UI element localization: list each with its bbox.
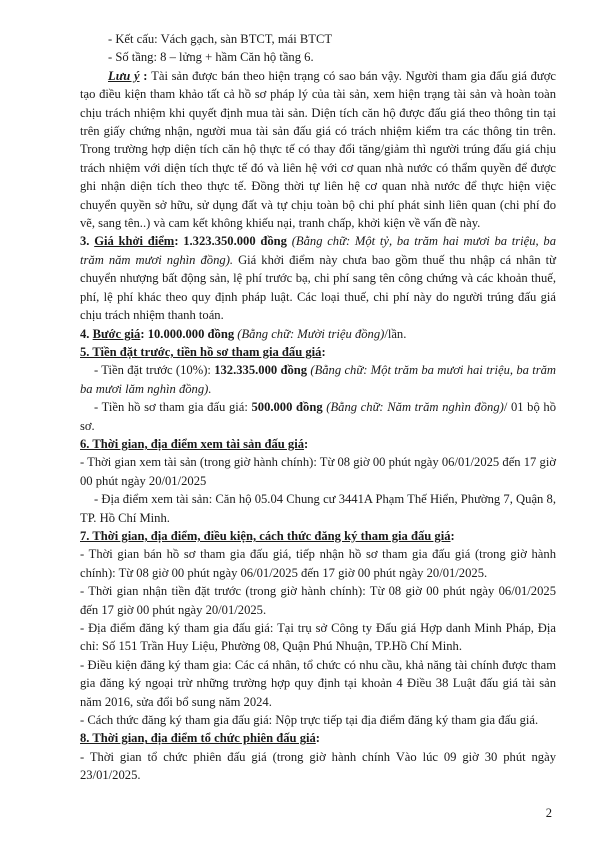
viewing-time-paragraph: - Thời gian xem tài sản (trong giờ hành chính): Từ 08 giờ 00 phút ngày 06/01/2025 đến 17 giờ 00 phút ngày 20/01/2025 (80, 455, 556, 488)
floors-line: - Số tầng: 8 – lửng + hầm Căn hộ tầng 6. (108, 50, 314, 65)
viewing-location-paragraph: - Địa điểm xem tài sản: Căn hộ 05.04 Chung cư 3441A Phạm Thế Hiển, Phường 7, Quận 8, TP. Hồ Chí Minh. (80, 492, 556, 525)
application-fee-label: Tiền hồ sơ tham gia đấu giá: (101, 400, 252, 415)
registration-heading-colon: : (450, 528, 455, 543)
application-fee-tail: / 01 bộ hồ sơ. (80, 400, 556, 433)
application-fee-words: (Bằng chữ: Năm trăm nghìn đồng) (322, 400, 504, 415)
deposit-label: Tiền đặt trước (10%): (101, 363, 215, 378)
deposit-paragraph: - Tiền đặt trước (10%): 132.335.000 đồng (Bằng chữ: Một trăm ba mươi hai triệu, ba trăm ba mươi lăm nghìn đồng). (80, 363, 556, 396)
note-text: Tài sản được bán theo hiện trạng có sao bán vậy. Người tham gia đấu giá được tạo điều kiện tham khảo tất cả hồ sơ pháp lý của tài sản, xem hiện trạng tài sản và hoàn toàn chịu trách nhiệm khi quyết định mua tài sản. Diện tích căn hộ được đấu giá theo thông tin tại trên giấy chứng nhận, người mua tài sản đấu giá có trách nhiệm kiểm tra các thông tin trên. Trong trường hợp diện tích căn hộ thực tế có thay đổi tăng/giảm thì người trúng đấu giá chịu trách nhiệm với diện tích thực tế đó và liên hệ với cơ quan nhà nước có thẩm quyền để được ghi nhận diện tích theo thực tế. Đồng thời tự liên hệ cơ quan nhà nước để thực hiện việc chuyển quyền sở hữu, sử dụng đất và tự chịu toàn bộ chi phí phát sinh liên quan (chi phí đo vẽ, sang tên..) và cam kết không khiếu nại, tranh chấp, khởi kiện về vấn đề này. (80, 68, 557, 231)
page-content (80, 30, 556, 785)
starting-price-paragraph (80, 232, 556, 324)
auction-session-heading-colon: : (315, 731, 320, 746)
registration-section-heading (80, 527, 556, 545)
deposit-value: 132.335.000 đồng (214, 363, 308, 378)
auction-session-section-heading (80, 729, 556, 747)
registration-conditions-paragraph: - Điều kiện đăng ký tham gia: Các cá nhân, tổ chức có nhu cầu, khả năng tài chính được tham gia đăng ký ngoại trừ những trường hợp quy định tại khoản 4 Điều 38 Luật đấu giá tài sản năm 2016, sửa đổi bổ sung năm 2024. (80, 657, 556, 709)
application-fee-value: 500.000 đồng (251, 400, 323, 415)
starting-price-heading: Giá khởi điểm (94, 234, 175, 249)
starting-price-note: Giá khởi điểm này chưa bao gồm thuế thu nhập cá nhân từ chuyển nhượng bất động sản, lệ phí trước bạ, chi phí sang tên công chứng và các khoản thuế, phí, lệ phí khác theo quy định pháp luật. Các loại thuế, chi phí này do người trúng đấu giá chịu trách nhiệm thanh toán. (80, 252, 556, 323)
auction-session-heading-text: 8. Thời gian, địa điểm tổ chức phiên đấu giá (80, 731, 316, 746)
registration-deposit-paragraph: - Thời gian nhận tiền đặt trước (trong giờ hành chính): Từ 08 giờ 00 phút ngày 06/01/2025 đến 17 giờ 00 phút ngày 20/01/2025. (80, 584, 556, 617)
starting-price-words: (Bằng chữ: Một tỷ, ba trăm hai mươi ba triệu, ba trăm năm mươi nghìn đồng). (80, 234, 557, 267)
viewing-heading-colon: : (304, 436, 309, 451)
deposit-words: (Bằng chữ: Một trăm ba mươi hai triệu, ba trăm ba mươi lăm nghìn đồng). (80, 363, 556, 396)
bid-step-heading: Bước giá (92, 326, 141, 341)
note-paragraph (80, 67, 556, 233)
application-fee-paragraph: - Tiền hồ sơ tham gia đấu giá: 500.000 đồng (Bằng chữ: Năm trăm nghìn đồng)/ 01 bộ hồ sơ. (80, 400, 556, 433)
structure-line: - Kết cấu: Vách gạch, sàn BTCT, mái BTCT (108, 32, 333, 46)
bid-step-number: 4. (80, 326, 93, 341)
deposit-section-heading (80, 343, 556, 361)
deposit-heading-colon: : (321, 344, 326, 359)
viewing-heading-text: 6. Thời gian, địa điểm xem tài sản đấu giá (80, 436, 305, 451)
viewing-section-heading (80, 435, 556, 453)
page-number: 2 (545, 806, 552, 820)
registration-method-paragraph: - Cách thức đăng ký tham gia đấu giá: Nộp trực tiếp tại địa điểm đăng ký tham gia đấu giá. (80, 713, 539, 728)
registration-documents-paragraph: - Thời gian bán hồ sơ tham gia đấu giá, tiếp nhận hồ sơ tham gia đấu giá (trong giờ hành chính): Từ 08 giờ 00 phút ngày 06/01/2025 đến 17 giờ 00 phút ngày 20/01/2025. (80, 547, 556, 580)
registration-heading-text: 7. Thời gian, địa điểm, điều kiện, cách thức đăng ký tham gia đấu giá (80, 528, 451, 543)
starting-price-number: 3. (80, 234, 95, 249)
registration-location-paragraph: - Địa điểm đăng ký tham gia đấu giá: Tại trụ sở Công ty Đấu giá Hợp danh Minh Pháp, Địa chỉ: Số 151 Trần Huy Liệu, Phường 08, Quận Phú Nhuận, TP.Hồ Chí Minh. (80, 621, 556, 654)
bid-step-paragraph (80, 325, 556, 343)
bid-step-words: (Bằng chữ: Mười triệu đồng) (234, 326, 385, 341)
deposit-heading-text: 5. Tiền đặt trước, tiền hồ sơ tham gia đấu giá (80, 344, 322, 359)
auction-session-time-paragraph: - Thời gian tổ chức phiên đấu giá (trong giờ hành chính Vào lúc 09 giờ 30 phút ngày 23/01/2025. (80, 749, 556, 783)
note-label: Lưu ý (108, 68, 140, 83)
bid-step-value: : 10.000.000 đồng (140, 326, 235, 341)
starting-price-value: : 1.323.350.000 đồng (174, 234, 287, 249)
note-colon: : (139, 68, 152, 83)
bid-step-tail: /lần. (384, 326, 407, 341)
